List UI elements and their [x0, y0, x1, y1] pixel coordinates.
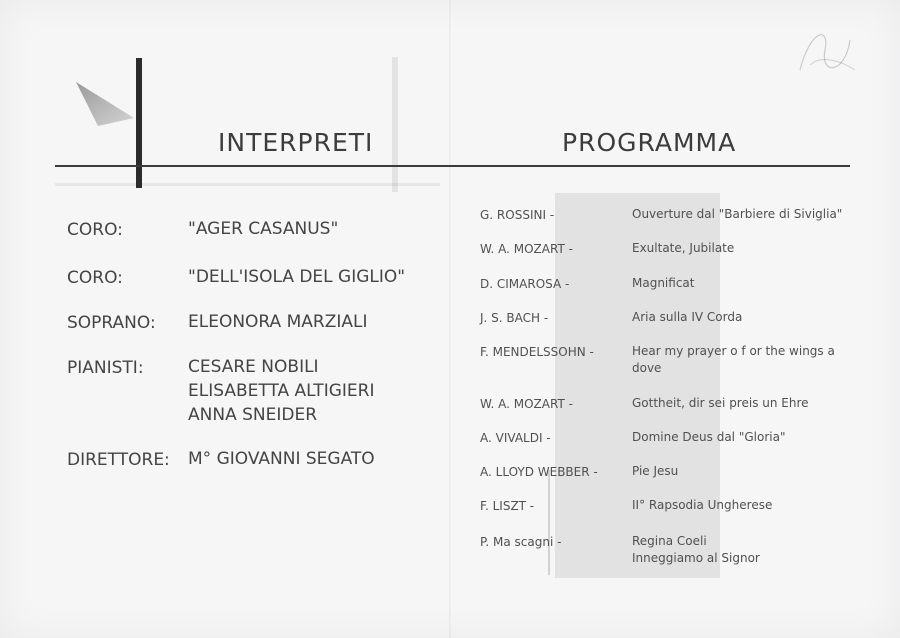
performer-name: "AGER CASANUS"	[188, 219, 339, 239]
role-label: DIRETTORE:	[67, 450, 170, 470]
program-composer: P. Ma scagni -	[480, 535, 562, 549]
signature-mark	[790, 20, 860, 80]
program-composer: F. LISZT -	[480, 499, 535, 513]
program-composer: G. ROSSINI -	[480, 208, 555, 222]
program-composer: D. CIMAROSA -	[480, 277, 570, 291]
performer-name: ANNA SNEIDER	[188, 405, 318, 425]
program-composer: W. A. MOZART -	[480, 242, 573, 256]
program-work: Regina Coeli	[632, 534, 707, 548]
program-work: dove	[632, 361, 662, 375]
heading-programma: PROGRAMMA	[562, 128, 737, 157]
bleed-through-bar	[392, 57, 398, 192]
program-work: Pie Jesu	[632, 464, 679, 478]
program-composer: A. LLOYD WEBBER -	[480, 465, 598, 479]
program-composer: W. A. MOZART -	[480, 397, 573, 411]
bleed-through-rule	[55, 183, 440, 186]
role-label: CORO:	[67, 220, 123, 240]
program-work: II° Rapsodia Ungherese	[632, 498, 773, 512]
performer-name: ELEONORA MARZIALI	[188, 312, 368, 332]
program-composer: A. VIVALDI -	[480, 431, 551, 445]
performer-name: M° GIOVANNI SEGATO	[188, 449, 375, 469]
program-work: Inneggiamo al Signor	[632, 551, 760, 565]
program-work: Aria sulla IV Corda	[632, 310, 743, 324]
program-work: Hear my prayer o f or the wings a	[632, 344, 835, 358]
center-fold	[449, 0, 451, 638]
performer-name: ELISABETTA ALTIGIERI	[188, 381, 375, 401]
program-work: Ouverture dal "Barbiere di Siviglia"	[632, 207, 843, 221]
program-composer: F. MENDELSSOHN -	[480, 345, 594, 359]
background-gray-line	[548, 470, 550, 575]
decorative-triangle	[76, 80, 138, 128]
program-work: Exultate, Jubilate	[632, 241, 735, 255]
program-work: Domine Deus dal "Gloria"	[632, 430, 786, 444]
program-work: Gottheit, dir sei preis un Ehre	[632, 396, 809, 410]
heading-vertical-bar	[136, 58, 142, 188]
performer-name: CESARE NOBILI	[188, 357, 319, 377]
program-work: Magnificat	[632, 276, 695, 290]
heading-rule	[55, 165, 850, 167]
role-label: CORO:	[67, 268, 123, 288]
heading-interpreti: INTERPRETI	[218, 128, 374, 157]
role-label: PIANISTI:	[67, 358, 144, 378]
role-label: SOPRANO:	[67, 313, 156, 333]
program-composer: J. S. BACH -	[480, 311, 549, 325]
performer-name: "DELL'ISOLA DEL GIGLIO"	[188, 267, 406, 287]
